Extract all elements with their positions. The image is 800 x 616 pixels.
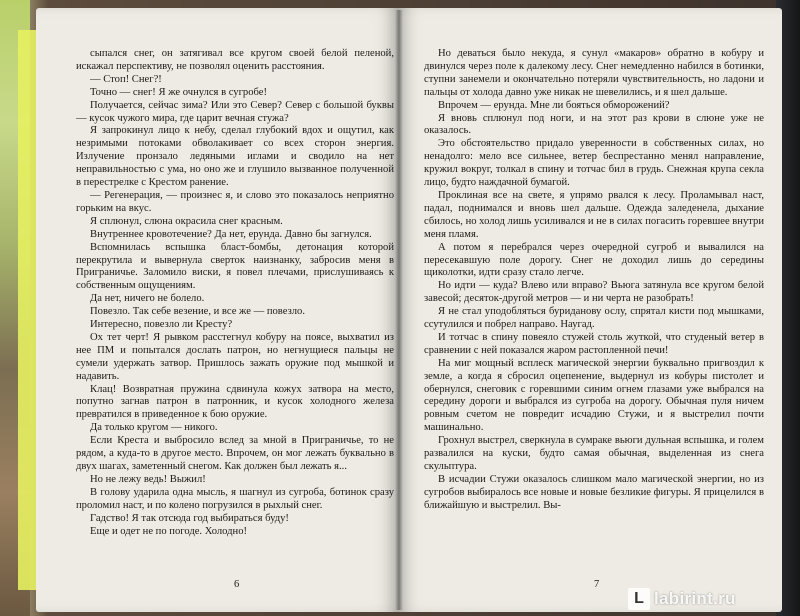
book-gutter — [395, 10, 403, 610]
paragraph: И тотчас в спину повеяло стужей столь жуткой, что студеный ветер в сравнении с ней показался жаром растопленной печи! — [424, 331, 764, 356]
page-number: 7 — [594, 579, 600, 590]
watermark — [628, 586, 778, 612]
paragraph: Я не стал уподобляться буриданову ослу, спрятал кисти под мышками, ссутулился и побрел направо. Наугад. — [424, 306, 764, 331]
paragraph: Интересно, повезло ли Кресту? — [90, 319, 233, 331]
paragraph: Впрочем — ерунда. Мне ли бояться обморожений? — [438, 99, 670, 111]
paragraph: Гадство! Я так отсюда год выбираться буду! — [90, 512, 289, 524]
right-page-text — [424, 48, 764, 513]
page-number: 6 — [234, 579, 240, 590]
paragraph: Но не лежу ведь! Выжил! — [90, 473, 206, 485]
paragraph: Если Креста и выбросило вслед за мной в Приграничье, то не рядом, а куда-то в другое место. Впрочем, он мог лежать буквально в двух шагах, заметенный снегом. Как должен был лежать я... — [76, 435, 394, 472]
paragraph: В голову ударила одна мысль, я шагнул из сугроба, ботинок сразу проломил наст, и по колено погрузился в рыхлый снег. — [76, 486, 394, 511]
paragraph: На миг мощный всплеск магической энергии буквально пригвоздил к земле, а когда я сбросил оцепенение, выдернул из кобуры пистолет и обернулся, снеговик с горевшими синим огнем глазами уже выбрался на середину дороги и выбрался из сугроба на дорогу. Обычная пуля ничем ровным счетом не повредит исчадию Стужи, и я выстрелил почти машинально. — [424, 357, 764, 434]
paragraph: А потом я перебрался через очередной сугроб и вывалился на пересекавшую поле дорогу. Снег не доходил лишь до середины щиколотки, идти сразу стало легче. — [424, 241, 764, 279]
paragraph: — Стоп! Снег?! — [90, 73, 162, 85]
paragraph: Я вновь сплюнул под ноги, и на этот раз крови в слюне уже не оказалось. — [424, 112, 764, 137]
paragraph: Повезло. Так себе везение, и все же — повезло. — [90, 306, 305, 318]
paragraph: Еще и одет не по погоде. Холодно! — [90, 525, 248, 537]
watermark-text: labirint.ru — [654, 589, 736, 608]
paragraph: Вспомнилась вспышка бласт-бомбы, детонация которой перекрутила и вывернула сверток наизнанку, забросив меня в Приграничье. Заломило виски, я повел плечами, прислушиваясь к собственным ощущениям. — [76, 241, 394, 292]
paragraph: Грохнул выстрел, сверкнула в сумраке вьюги дульная вспышка, и голем развалился на куски, будто самая обычная, выделенная из снега скульптура. — [424, 435, 764, 472]
left-page — [36, 8, 398, 612]
paragraph: В исчадии Стужи оказалось слишком мало магической энергии, но из сугробов выбиралось все новые и новые безликие фигуры. Я прицелился в ближайшую и выстрелил. Вы- — [424, 473, 764, 511]
paragraph: Проклиная все на свете, я упрямо рвался к лесу. Проламывал наст, падал, поднимался и вновь шел дальше. Одежда заледенела, дыхание сбилось, но холод лишь усиливался и не в силах погасить горевшее внутри меня пламя. — [424, 189, 765, 240]
paragraph: сыпался снег, он затягивал все кругом своей белой пеленой, искажал перспективу, не позволял оценить расстояния. — [76, 48, 394, 72]
paragraph: Клац! Возвратная пружина сдвинула кожух затвора на место, попутно загнав патрон в патронник, и кусок холодного железа превратился в приведенное к бою оружие. — [76, 383, 394, 421]
paragraph: Это обстоятельство придало уверенности в собственных силах, но ненадолго: мело все сильнее, ветер беспрестанно менял направление, кружил вокруг, толкал в спину и тотчас бил в грудь. Снежная крупа секла лицо, будто наждачной бумагой. — [424, 138, 764, 189]
right-page — [398, 8, 782, 612]
paragraph: Но идти — куда? Влево или вправо? Вьюга затянула все кругом белой завесой; десяток-другой метров — и ни черта не разобрать! — [424, 280, 764, 305]
watermark-logo-icon: L — [628, 588, 650, 610]
paragraph: Да только кругом — никого. — [90, 422, 218, 434]
paragraph: Я сплюнул, слюна окрасила снег красным. — [90, 215, 283, 227]
paragraph: Точно — снег! Я же очнулся в сугробе! — [90, 86, 268, 98]
paragraph: Внутреннее кровотечение? Да нет, ерунда. Давно бы загнулся. — [90, 228, 372, 240]
paragraph: Но деваться было некуда, я сунул «макаров» обратно в кобуру и двинулся через поле к далекому лесу. Снег немедленно набился в ботинки, ступни занемели и окончательно потеряли чувствительность, но ладони и пальцы от холода давно уже никак не шевелились, и я шел дальше. — [424, 48, 764, 98]
paragraph: Да нет, ничего не болело. — [90, 293, 205, 305]
paragraph: Получается, сейчас зима? Или это Север? Север с большой буквы — кусок чужого мира, где царит вечная стужа? — [76, 99, 394, 124]
left-page-text — [76, 48, 394, 538]
paragraph: Я запрокинул лицо к небу, сделал глубокий вдох и ощутил, как незримыми потоками обволакивает со всех сторон энергия. Излучение пронзало ледяными иглами и сводило на нет неправильностью с ума, но оно же и глушило вызванное полученной в перестрелке с Крестом ранение. — [76, 125, 394, 189]
paragraph: Ох тет черт! Я рывком расстегнул кобуру на поясе, выхватил из нее ПМ и попытался дослать патрон, но негнущиеся пальцы не сумели удержать затвор. Пришлось зажать оружие под мышкой и надавить. — [76, 331, 394, 382]
paragraph: — Регенерация, — произнес я, и слово это показалось неприятно горьким на вкус. — [76, 189, 394, 214]
